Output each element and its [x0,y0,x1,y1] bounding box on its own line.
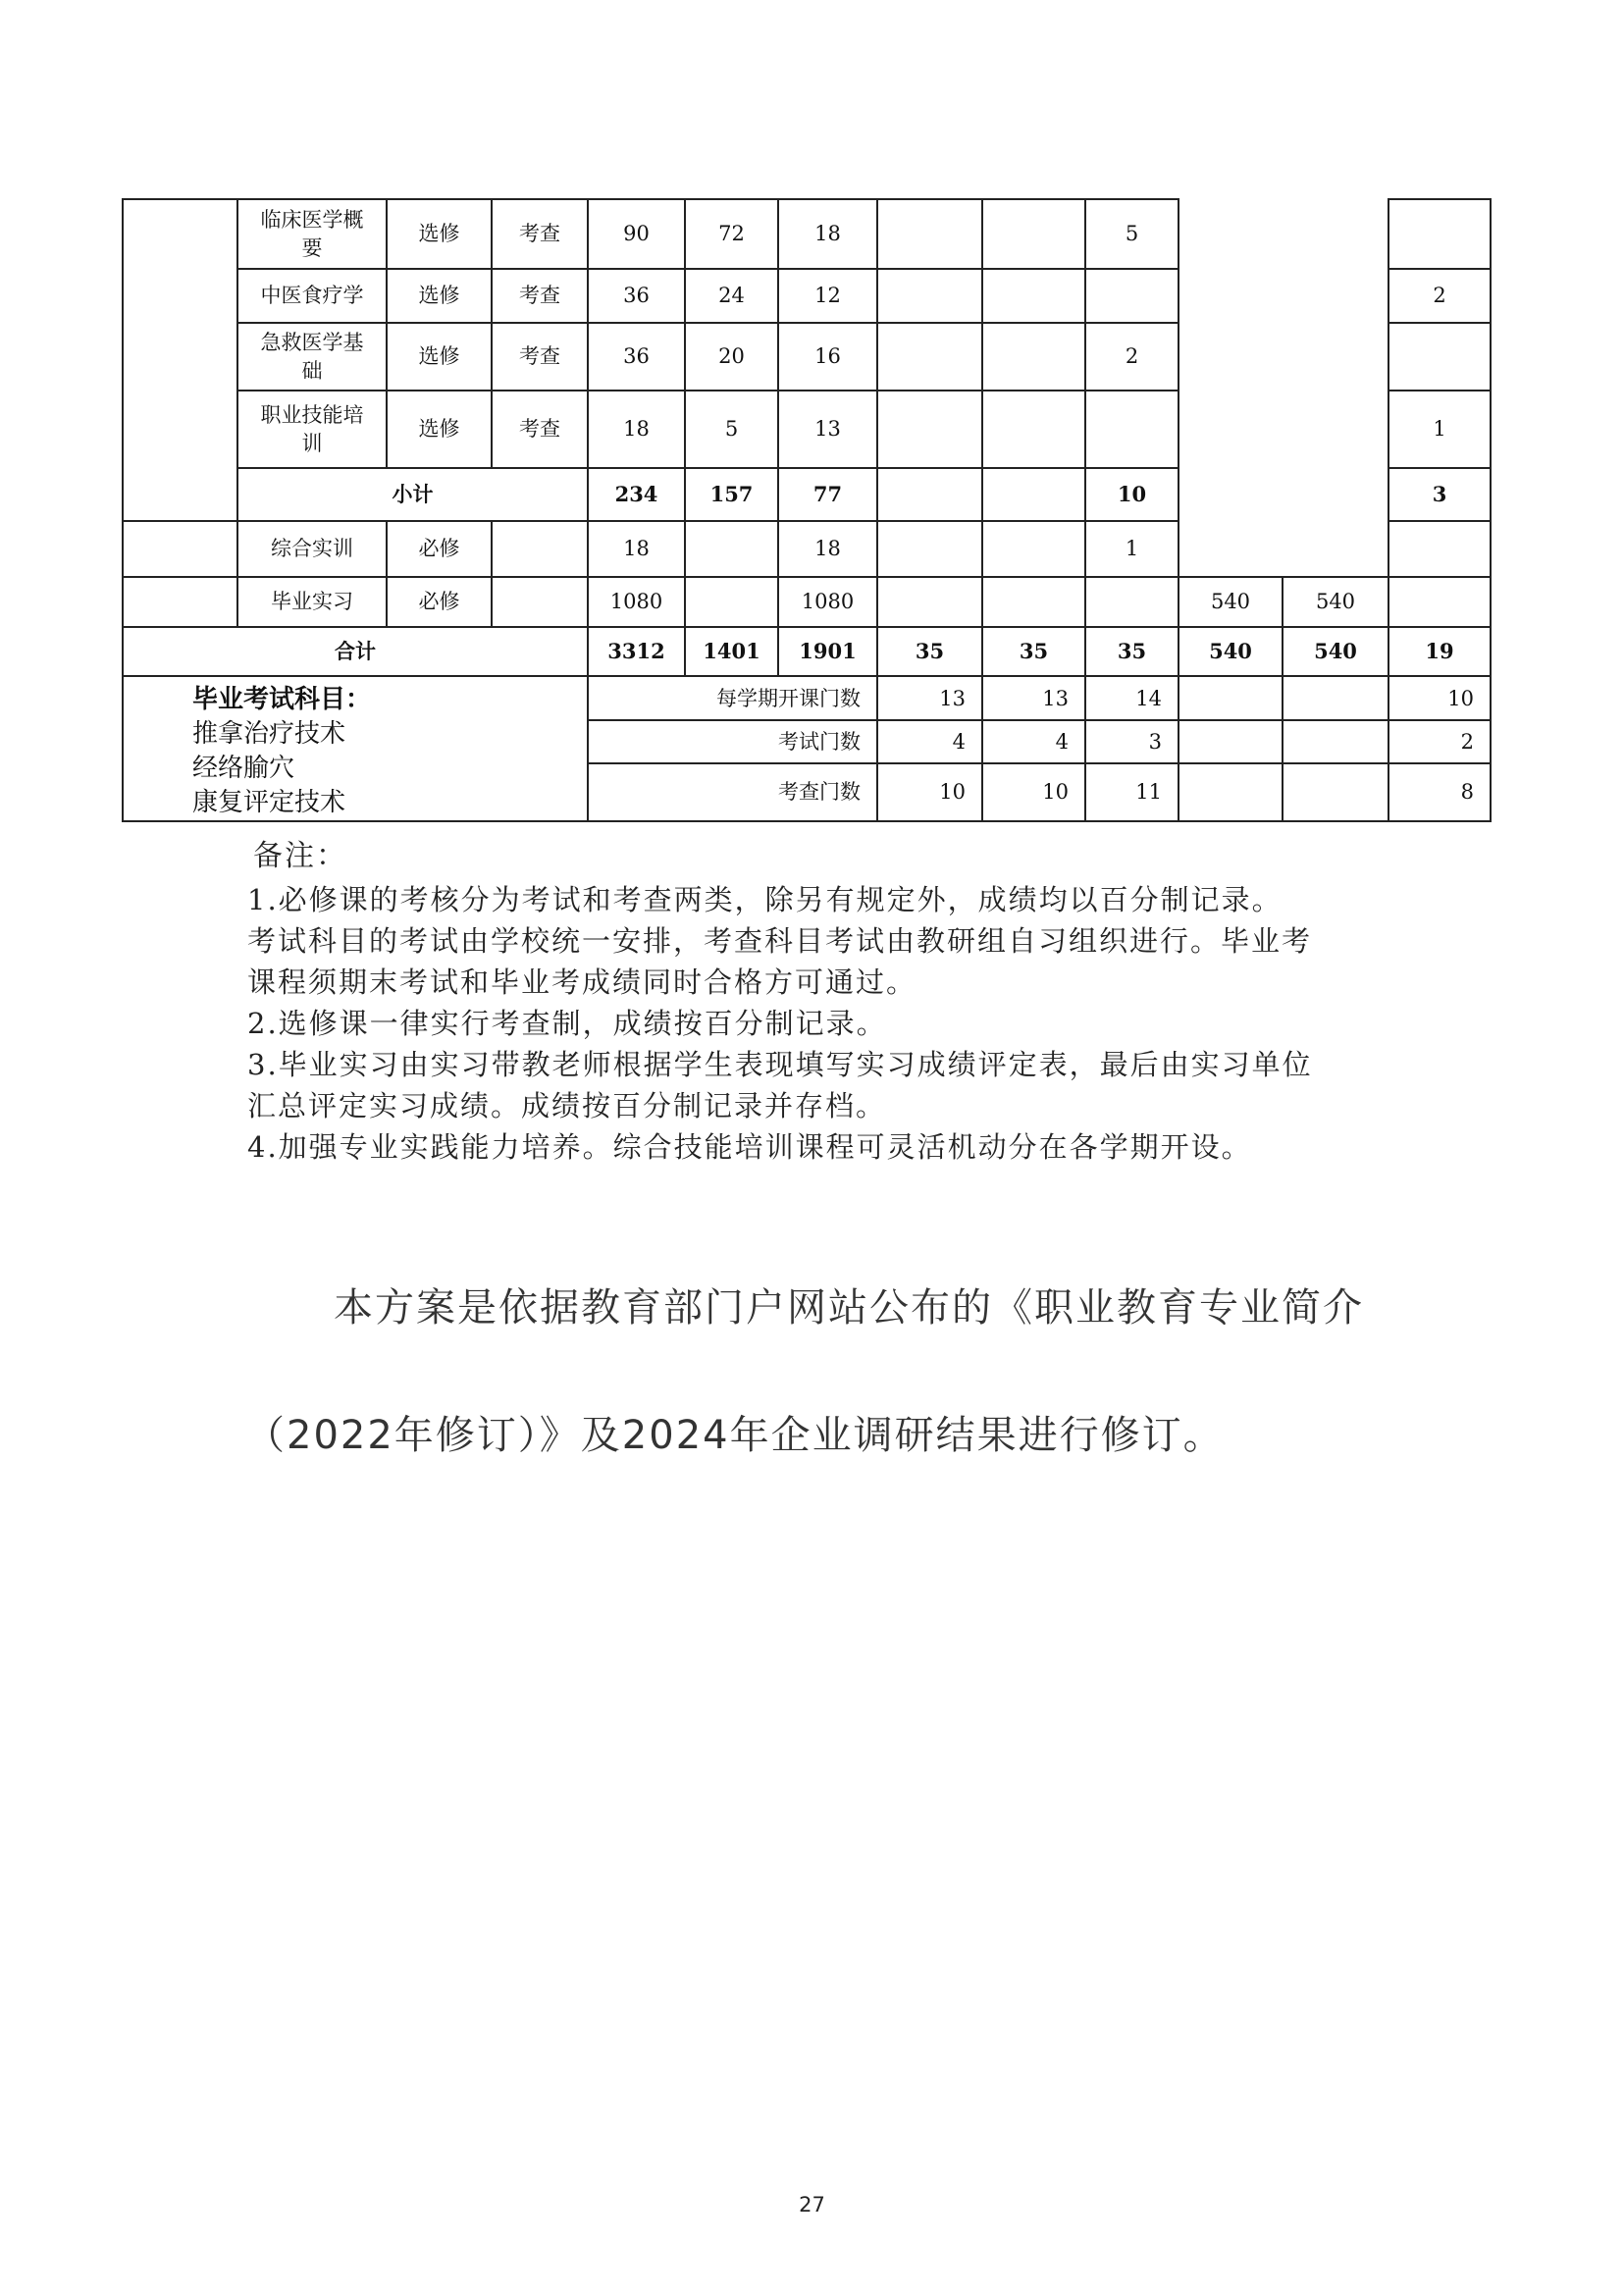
practice-hours: 77 [778,468,877,521]
course-name: 急救医学基 础 [237,323,387,391]
practice-hours: 1080 [778,577,877,627]
semester-4 [1179,323,1283,391]
semester-6: 2 [1388,269,1491,323]
semester-6: 1 [1388,391,1491,468]
count-row [123,676,1491,720]
table-row [123,391,1491,468]
course-name: 临床医学概 要 [237,199,387,269]
theory-hours: 72 [685,199,778,269]
semester-1: 35 [877,627,982,676]
course-name: 职业技能培 训 [237,391,387,468]
semester-5: 540 [1283,577,1388,627]
semester-5 [1283,391,1388,468]
note-line: 汇总评定实习成绩。成绩按百分制记录并存档。 [247,1089,887,1122]
course-assessment: 考查 [492,323,588,391]
theory-hours: 5 [685,391,778,468]
semester-2 [982,391,1085,468]
semester-5: 540 [1283,627,1388,676]
semester-6: 2 [1388,720,1491,762]
semester-1: 4 [877,720,982,762]
semester-3: 11 [1085,763,1179,822]
count-label: 每学期开课门数 [588,676,877,720]
graduation-exam-heading: 毕业考试科目： [192,685,372,714]
semester-2: 35 [982,627,1085,676]
semester-3: 1 [1085,521,1179,577]
course-assessment: 考查 [492,391,588,468]
exam-subject: 推拿治疗技术 [192,719,346,750]
semester-2 [982,577,1085,627]
note-line: 4.加强专业实践能力培养。综合技能培训课程可灵活机动分在各学期开设。 [247,1130,1252,1164]
page-number: 27 [799,2193,825,2217]
semester-6: 10 [1388,676,1491,720]
semester-5 [1283,323,1388,391]
semester-1 [877,269,982,323]
theory-hours [685,577,778,627]
semester-1 [877,577,982,627]
semester-1 [877,199,982,269]
semester-2 [982,468,1085,521]
table-row [123,199,1491,269]
subtotal-row [123,468,1491,521]
semester-4 [1179,391,1283,468]
semester-5 [1283,676,1388,720]
semester-5 [1283,468,1388,521]
course-assessment [492,521,588,577]
semester-2 [982,323,1085,391]
course-name: 综合实训 [237,521,387,577]
semester-4 [1179,269,1283,323]
course-type: 选修 [387,199,492,269]
revision-line: 本方案是依据教育部门户网站公布的《职业教育专业简介 [334,1285,1364,1330]
total-hours: 3312 [588,627,685,676]
semester-1 [877,468,982,521]
semester-3: 5 [1085,199,1179,269]
category-cell [123,577,237,627]
subtotal-label: 小计 [237,468,588,521]
practice-hours: 18 [778,199,877,269]
count-label: 考查门数 [588,763,877,822]
total-row [123,627,1491,676]
practice-hours: 18 [778,521,877,577]
semester-4 [1179,521,1283,577]
course-assessment [492,577,588,627]
count-label: 考试门数 [588,720,877,762]
semester-2 [982,269,1085,323]
semester-6 [1388,521,1491,577]
table-row [123,269,1491,323]
practice-hours: 16 [778,323,877,391]
revision-line: （2022年修订）》及2024年企业调研结果进行修订。 [245,1413,1225,1458]
practice-hours: 12 [778,269,877,323]
practice-hours: 1901 [778,627,877,676]
notes-section [247,836,1425,1168]
category-cell [123,199,237,521]
semester-6: 19 [1388,627,1491,676]
semester-1: 10 [877,763,982,822]
semester-4 [1179,763,1283,822]
semester-3: 14 [1085,676,1179,720]
semester-6: 3 [1388,468,1491,521]
semester-5 [1283,199,1388,269]
semester-3 [1085,577,1179,627]
notes-title: 备注： [253,839,347,873]
semester-3 [1085,391,1179,468]
total-hours: 1080 [588,577,685,627]
semester-4: 540 [1179,627,1283,676]
semester-5 [1283,521,1388,577]
course-name: 毕业实习 [237,577,387,627]
practice-hours: 13 [778,391,877,468]
note-line: 课程须期末考试和毕业考成绩同时合格方可通过。 [247,965,917,999]
theory-hours: 24 [685,269,778,323]
semester-3: 3 [1085,720,1179,762]
semester-3: 35 [1085,627,1179,676]
semester-1 [877,521,982,577]
semester-5 [1283,763,1388,822]
semester-6 [1388,323,1491,391]
note-line: 考试科目的考试由学校统一安排，考查科目考试由教研组自习组织进行。毕业考 [247,924,1313,958]
semester-5 [1283,269,1388,323]
total-hours: 18 [588,391,685,468]
theory-hours: 20 [685,323,778,391]
theory-hours [685,521,778,577]
semester-2: 4 [982,720,1085,762]
semester-4: 540 [1179,577,1283,627]
semester-2: 10 [982,763,1085,822]
semester-4 [1179,720,1283,762]
course-type: 选修 [387,323,492,391]
semester-2 [982,199,1085,269]
table-row [123,577,1491,627]
semester-1: 13 [877,676,982,720]
theory-hours: 1401 [685,627,778,676]
course-type: 必修 [387,521,492,577]
revision-statement [245,1276,1482,1468]
theory-hours: 157 [685,468,778,521]
table-row [123,521,1491,577]
total-label: 合计 [123,627,588,676]
course-type: 选修 [387,269,492,323]
semester-3: 10 [1085,468,1179,521]
curriculum-table [122,198,1492,822]
course-assessment: 考查 [492,269,588,323]
total-hours: 234 [588,468,685,521]
category-cell [123,521,237,577]
semester-6: 8 [1388,763,1491,822]
exam-subject: 康复评定技术 [192,788,346,818]
course-assessment: 考查 [492,199,588,269]
total-hours: 36 [588,269,685,323]
note-line: 3.毕业实习由实习带教老师根据学生表现填写实习成绩评定表，最后由实习单位 [247,1048,1313,1081]
semester-4 [1179,199,1283,269]
semester-4 [1179,468,1283,521]
total-hours: 90 [588,199,685,269]
total-hours: 36 [588,323,685,391]
semester-1 [877,391,982,468]
total-hours: 18 [588,521,685,577]
course-type: 必修 [387,577,492,627]
note-line: 1.必修课的考核分为考试和考查两类，除另有规定外，成绩均以百分制记录。 [247,883,1283,916]
semester-3: 2 [1085,323,1179,391]
exam-subject: 经络腧穴 [192,754,295,784]
semester-2 [982,521,1085,577]
table-row [123,323,1491,391]
semester-5 [1283,720,1388,762]
semester-4 [1179,676,1283,720]
semester-2: 13 [982,676,1085,720]
course-type: 选修 [387,391,492,468]
semester-3 [1085,269,1179,323]
semester-6 [1388,577,1491,627]
semester-6 [1388,199,1491,269]
semester-1 [877,323,982,391]
note-line: 2.选修课一律实行考查制，成绩按百分制记录。 [247,1007,887,1040]
graduation-exam-subjects [123,676,588,821]
course-name: 中医食疗学 [237,269,387,323]
